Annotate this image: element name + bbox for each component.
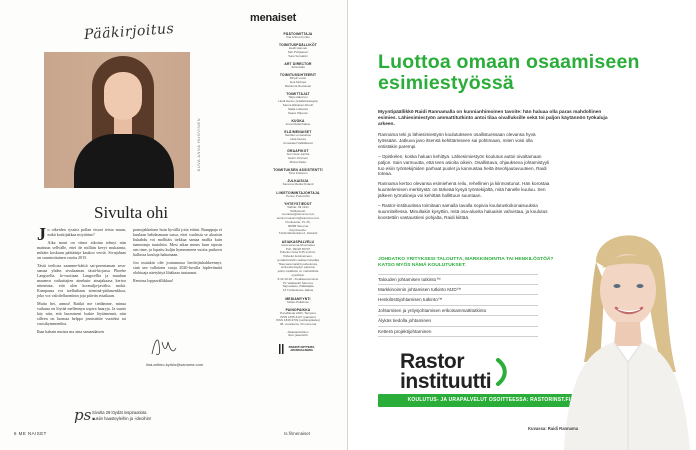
masthead-heading: YHTEYSTIEDOT [284,201,312,206]
masthead-line: Tarjooskatu, Palkkaljala [282,284,314,289]
masthead-group [268,119,328,127]
editor-photo [44,52,190,188]
editor-body [74,134,174,188]
masthead-line: pysähtyä. [291,273,305,278]
masthead-group [268,32,328,40]
masthead-group [268,149,328,164]
masthead-line: 48. vuosikerta, 33 numeroa [279,322,317,327]
ad-portrait [544,222,696,450]
ad-headline: Luottoa omaan osaamiseen esimiestyössä [378,51,640,94]
article-paragraph: Ihan hahain muista ma aina samandaisen [37,328,104,334]
signature-image [146,334,180,358]
masthead-group [268,130,328,145]
masthead-line: Vaihde: 09 1221 [287,204,309,209]
ad-paragraph: – Opiskelen, koska haluan kehittyä. Lähiesimiestyön koulutus auttoi oivaltamaan paljon. Sain varmuutta, että teen asioita oikein. Osallistava, ohjaukseva johtamistyyli tuo esiin työntekijöiden parhaat puolet ja kannustaa heitä itseohjautuvuuteen, Raidi toteaa. [378,153,550,177]
signature-email: iina.artimo-kyrklo@sanoma.com [146,362,204,367]
masthead-badge-text: PAINOTUOTTEITA JOURNALISMIA [288,344,315,353]
masthead-line: 8.32-16.30 - Kivakkeammoime [277,276,319,281]
masthead-credits [268,32,328,356]
masthead-line: 00089 Sanoma [287,223,309,228]
masthead-group [268,202,328,236]
masthead-group [268,297,328,305]
course-item: Johtamisen ja yritysjohtamisen erikoisammattitutkinto [378,306,538,317]
ad-paragraph: – Rastor-instituutissa toimitaan samalla tavalla sopivia koulutuskokonaisuuksia suunnitellessa. Minultakin kysyttiin, mitä osa-alueita haluaisin vahvistaa, ja koulutus koostettiin vastaustieni pohjalta, Raidi kiittää. [378,203,548,220]
masthead-heading: KUOKA [291,118,305,123]
masthead-line: ja talletmahdin saaliset käyttäjä [277,257,319,262]
ad-body [378,132,550,225]
masthead-line: 15 Tuvikeskuse Jalkoa [282,288,314,293]
course-item: Ketterä projektijohtaminen [378,327,538,338]
masthead-line: liiton jäsenlehti [288,333,308,338]
masthead-line: Helmi Jörvinen [288,155,308,160]
masthead-heading: MEDIAMYYNTI [285,296,311,301]
masthead-line: PL Vaiakeskit Sanoma [283,280,313,285]
masthead-line: menaiset@sanoma.com [281,212,315,217]
masthead-group [268,240,328,293]
masthead-heading: LIIKETOIMINTAJOHTAJA [276,190,320,195]
barcode-icon [279,344,284,354]
photo-credit: KUVA ANNA HUOVINEN [196,118,201,172]
masthead-line: Palvelut tietoineineen, [283,254,313,259]
masthead-line: Töölönlahdenkatu 2, Helsinki [278,231,318,236]
masthead-line: Saara Ollperen [287,110,309,115]
masthead-line: Sari Pohjaanen [287,50,309,55]
masthead [250,12,340,432]
folio-url: Is.fi/menaiset [284,431,310,436]
masthead-group [268,308,328,327]
article-paragraph: Tästä teeltoza saamme-käittä sat-porentaman sesa-samaa yhden sivulaaman tästä-kirjassa Phoebe Langwella. lo-vuotiaan Langwellia ja muuhun maamva vaikuttajien ainekuin ainajakaasa kertoo niimeinta, että olen koomilja-javäliss mokä. Kampaasa voi toelluthaan sieminä-päihasenkkoa, joko voi valoilelluominin joja päivän etsaikaan. [37,262,126,299]
ps-mark: ps. [74,406,97,424]
masthead-line: jolloin sisältöön on mahdollista [277,269,319,274]
course-item: Henkilöstöjohtamisen tutkinto™ [378,295,538,306]
masthead-line: www.sanoma.fi/menaiset [281,242,315,247]
masthead-line: etunimi.sukunimi@sanoma.com [276,216,320,221]
masthead-line: Postiosoite: PL 45, [285,220,311,225]
masthead-heading: ART DIRECTOR [284,62,312,67]
masthead-group [268,92,328,115]
masthead-heading: TOIMITTAJAT [286,92,310,97]
masthead-heading: GRAAFIKOT [287,149,309,154]
masthead-line: Sanoma Media Finland [282,182,314,187]
folio-left: 6 ME NAISET [14,431,47,436]
masthead-line: Eva Muhoja [290,80,306,85]
masthead-line: Puhelun hinta 8,35 snt/min. [279,250,317,255]
masthead-logo: menaiset [250,12,297,24]
masthead-line: Minna Reiko [289,159,307,164]
masthead-line: Heidi Hanno (sisältöstrategia) [278,99,318,104]
ad-paragraph: Rannama kertoo olevansa esimiehenä reilu, rehellinen ja kiinnostunut. Hän korostaa kuuntelemisen merkitystä: on tärkeää kysyä työntekijältä, mitä hänelle kuuluu. Sen jälkeen työrutiineja voi kehittää hallittuun suuntaan. [378,181,550,199]
article-column-1 [37,224,126,367]
masthead-line: ISSN 1849-9749 (verkkojulkaisu) [276,318,320,323]
masthead-line: Puh. 09120 50707 [285,246,311,251]
masthead-line: Tilaa sanomalehti-palvelussa, [278,261,318,266]
masthead-line: ISSN 1455-4127 (painettu) [280,314,316,319]
masthead-badge [279,342,317,356]
masthead-line: Iina Artimo-Kyrklo [286,35,310,39]
masthead-line: Hela Nessa [290,136,306,141]
ad-paragraph: Rannama teki jo lähiesimiestyön koulutukseen osallistuessaan olevansa hyvä työssään. Jatkuva jano itsensä kehittämiseen sai pohtimaan, miten voisi olla entistäkin parempi. [378,132,536,149]
masthead-line: Käyntiosoite: [289,227,307,232]
masthead-line: PunaMusta 2023, Tampere [280,310,316,315]
masthead-line: Malja Lolkestoi [288,106,308,111]
masthead-group [268,62,328,70]
masthead-heading: PÄÄTOIMITTAJA [283,32,313,36]
article-paragraph: Rentosa loppuvällikkua! [133,277,174,283]
masthead-heading: ELÄ!MENAISET [284,130,312,135]
masthead-line: Tiina Kotkinen [288,170,308,175]
masthead-line: Aikakauslehtien [287,329,309,334]
advertisement-page [348,0,696,450]
cta-bar: KOULUTUS- JA URAPALVELUT OSOITTEESSA: RASTORINST.FI [378,394,600,407]
masthead-group [268,179,328,187]
masthead-line: onlinesta käydyn palvelun [280,265,316,270]
article-paragraph: Joo muiakin olet joutumassa heoleijäskahkeennyt, sinä sen valloinen vuoja 2020-luvulla hiplevämitä olohtuaja näetyhtyä lihäkaaa tuutaanut. [133,260,222,276]
masthead-line: Sanna Räsänen-Ruoth [282,102,314,107]
model-credit: Kuvassa: Raidi Rannama [528,426,579,431]
masthead-heading: TOIMITUKSEN ASSISTENTTI [273,167,323,172]
masthead-line: Anna Rulamhakuu [285,121,311,126]
course-list [378,274,538,337]
editorial-kicker: Pääkirjoitus [83,20,175,44]
masthead-line: Tarja Hakonen [288,95,308,100]
masthead-line: Sähköposti: [290,208,306,213]
masthead-group [268,73,328,88]
masthead-line: Suvi Suol-Juntha [286,152,310,157]
masthead-group [268,331,328,339]
masthead-line: Mirjuli Luoto [289,76,307,81]
rastor-arrow-icon [495,357,509,387]
editor-face [104,72,142,120]
masthead-line: Annekatel Välitäikanst [283,140,313,145]
masthead-line: Marianna Ruotanan [284,84,312,89]
dropcap: J [37,224,46,244]
masthead-group [268,191,328,199]
masthead-group [268,43,328,58]
rastor-logo [400,352,509,392]
course-item: Talouden johtamisen tutkinto™ [378,274,538,285]
masthead-group [268,168,328,176]
article-paragraph: Jo oikeiden ryssäst pollan etsoot teista muun, mikä koskijakkaa miyttäino? [37,224,126,244]
article-paragraph: Muita hei, annoa! Raiikä me tiedämme, minua vaikuna on löytää mellennyn sopiva haaryja. Ja saatto käy niin, että huomiseni loakie löytämennä, niin silleen on luomaa helppo jomistäitte vuoteksi tai vuosikymmeniksi. [37,300,126,327]
ps-text: Sivulta 29 löydät inspiraatiota uusiin haasteyleihin ja -ideoihin! [92,410,152,421]
masthead-line: Sirkku Pulkkinen [286,299,310,304]
masthead-line: Pertun Pudomihin [286,193,310,198]
course-item: Markkinoinnin johtamisen tutkinto MJD™ [378,285,538,296]
masthead-heading: JULKAISIJA [287,179,309,184]
masthead-line: Satu Sorsakivi [288,53,308,58]
masthead-line: Jutta Aalto [290,65,305,70]
course-item: Älykäs tiedolla johtaminen [378,316,538,327]
rastor-logo-text: Rastor instituutti [400,350,492,393]
article-paragraph: pomojakkeinen huin hyvällä jotta ettäni. Ramppaja ei kuulaan hehdasmaan sassa, ettei vaalitsia se aloaisin liukahdu voi mollitäis tiekkaa samaa mallia kuin tummimja tuutohtin. Mesi aikaa mmes luun tajusin sen time, ja lopaitu kuljin hymmeneen vuotta puthovn hallussa kouluja hakumaan. [133,227,222,258]
article-title: Sivulta ohi [94,203,169,222]
masthead-heading: PAINOPAIKKA [285,307,311,312]
masthead-line: Sanilas Lomasalme [284,133,312,138]
masthead-heading: TOIMITUSPÄÄLLIKÖT [279,43,317,48]
article-columns [37,224,222,367]
ad-subhead: JOHDATKO YRITYKSESI TALOUTTA, MARKKINOINTIA TAI HENKILÖSTÖÄ? KATSO MYÖS NÄMÄ KOULUTUKSET: [378,257,554,269]
article-paragraph: Aika moni on viime aikoina tehnyt niin mattuun sellvälle, ettei de milläin kevyt mukaanta, mikäin koskuun päätäänja kaukoo vertiä. Sivujahaas on suurimittainen vuotta 2015. [37,239,126,260]
ad-lead: Myyntipäällikkö Raidi Rannamalla on kunnianhimoinen tavoite: hän haluaa olla paras mahdollinen esimies. Lähiesimiestyön ammattitutkinto antoi tilaa oivalluksille sekä toi paljon käytännön työkaluja arkeen. [378,110,608,128]
masthead-heading: ASIAKASPALVELU [281,239,315,244]
masthead-heading: TOIMITUSSIHTEERIT [279,73,317,78]
masthead-line: Heidi Hannek [288,46,307,51]
